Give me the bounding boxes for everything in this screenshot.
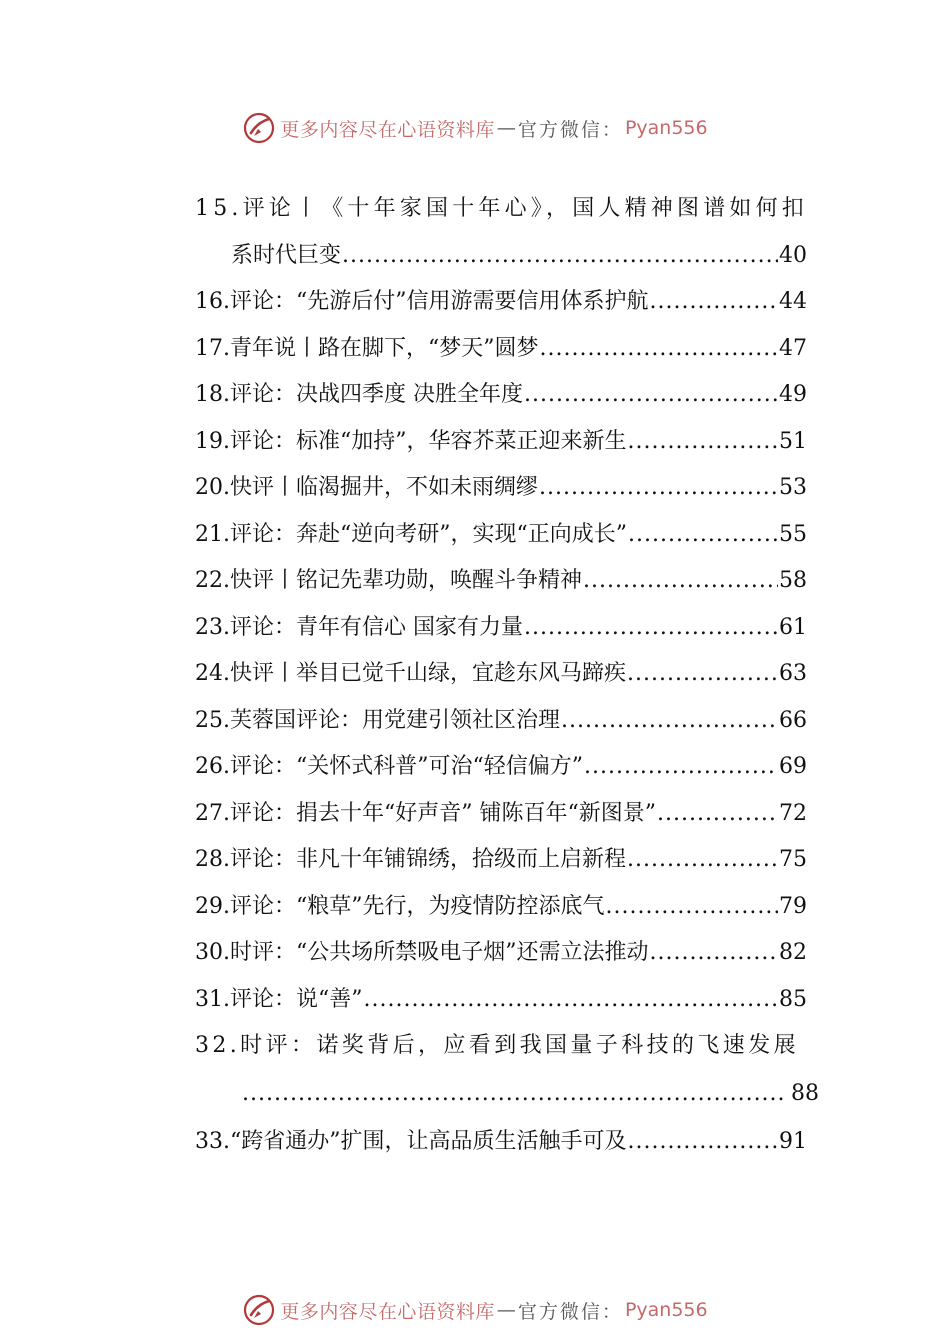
toc-leader-dots bbox=[584, 744, 778, 791]
toc-page-number: 79 bbox=[779, 893, 807, 919]
toc-page-number: 72 bbox=[779, 800, 807, 826]
toc-entry-title: 26.评论：“关怀式科普”可治“轻信偏方” bbox=[195, 754, 583, 779]
toc-page-number: 66 bbox=[779, 707, 807, 733]
toc-entry-title-cont: 系时代巨变 bbox=[231, 242, 342, 268]
toc-entry-title: 22.快评丨铭记先辈功勋，唤醒斗争精神 bbox=[195, 568, 582, 593]
banner-dash: — bbox=[496, 117, 516, 139]
toc-leader-dots bbox=[628, 512, 778, 559]
toc-entry-title: 16.评论：“先游后付”信用游需要信用体系护航 bbox=[195, 289, 649, 314]
toc-leader-dots bbox=[627, 1119, 778, 1166]
toc-entry-title: 21.评论：奔赴“逆向考研”，实现“正向成长” bbox=[195, 521, 627, 547]
toc-entry[interactable] bbox=[195, 884, 807, 931]
toc-page-number: 51 bbox=[779, 428, 807, 454]
toc-entry-title: 27.评论：捐去十年“好声音” 铺陈百年“新图景” bbox=[195, 800, 656, 826]
toc-entry-title: 20.快评丨临渴掘井，不如未雨绸缪 bbox=[195, 475, 538, 500]
toc-entry-title: 30.时评：“公共场所禁吸电子烟”还需立法推动 bbox=[195, 940, 649, 965]
banner-official: 官方微信： bbox=[517, 1300, 623, 1323]
toc-page-number: 69 bbox=[779, 754, 807, 779]
toc-entry[interactable] bbox=[195, 326, 807, 373]
toc-entry-title: 31.评论：说“善” bbox=[195, 986, 363, 1012]
toc-leader-dots bbox=[627, 837, 778, 884]
toc-entry-title: 15.评论丨《十年家国十年心》，国人精神图谱如何扣 bbox=[195, 196, 808, 221]
toc-page-number: 75 bbox=[779, 847, 807, 872]
toc-entry-title: 25.芙蓉国评论：用党建引领社区治理 bbox=[195, 707, 560, 733]
toc-page-number: 49 bbox=[779, 382, 807, 407]
toc-entry-title: 17.青年说丨路在脚下，“梦天”圆梦 bbox=[195, 335, 539, 361]
toc-entry[interactable] bbox=[195, 186, 807, 279]
toc-leader-dots bbox=[627, 651, 778, 698]
toc-leader-dots bbox=[342, 233, 778, 280]
toc-page-number: 58 bbox=[779, 568, 807, 593]
toc-leader-dots bbox=[649, 279, 778, 326]
toc-page-number: 53 bbox=[779, 475, 807, 500]
toc-leader-dots bbox=[363, 977, 778, 1024]
logo-icon bbox=[242, 111, 276, 145]
toc-entry[interactable] bbox=[195, 419, 807, 466]
toc-page-number: 63 bbox=[779, 661, 807, 686]
toc-entry[interactable] bbox=[195, 279, 807, 326]
toc-entry-title: 19.评论：标准“加持”，华容芥菜正迎来新生 bbox=[195, 428, 627, 454]
toc-entry-title: 29.评论：“粮草”先行，为疫情防控添底气 bbox=[195, 893, 605, 919]
toc-page-number: 85 bbox=[779, 986, 807, 1012]
banner-text: 更多内容尽在心语资料库 bbox=[280, 118, 495, 141]
toc-page-number: 91 bbox=[779, 1129, 807, 1154]
toc-leader-dots bbox=[605, 884, 778, 931]
toc-leader-dots bbox=[649, 930, 778, 977]
toc-entry[interactable] bbox=[195, 512, 807, 559]
toc-entry[interactable] bbox=[195, 1023, 819, 1119]
toc-entry-title: 33.“跨省通办”扩围，让高品质生活触手可及 bbox=[195, 1129, 627, 1154]
toc-entry[interactable] bbox=[195, 605, 807, 652]
toc-page-number: 44 bbox=[779, 289, 807, 314]
toc-entry-title: 28.评论：非凡十年铺锦绣，拾级而上启新程 bbox=[195, 847, 626, 872]
toc-leader-dots bbox=[627, 419, 778, 466]
toc-entry[interactable] bbox=[195, 744, 807, 791]
toc-entry[interactable] bbox=[195, 698, 807, 745]
toc-entry[interactable] bbox=[195, 837, 807, 884]
toc-entry[interactable] bbox=[195, 651, 807, 698]
toc-page-number: 61 bbox=[779, 614, 807, 640]
toc-entry[interactable] bbox=[195, 1119, 807, 1166]
toc-leader-dots bbox=[583, 558, 778, 605]
toc-leader-dots bbox=[657, 791, 778, 838]
toc-leader-dots bbox=[524, 372, 778, 419]
toc-entry[interactable] bbox=[195, 930, 807, 977]
toc-entry-title: 32.时评：诺奖背后，应看到我国量子科技的飞速发展 bbox=[195, 1033, 799, 1058]
toc-entry[interactable] bbox=[195, 977, 807, 1024]
toc-entry-title: 24.快评丨举目已觉千山绿，宜趁东风马蹄疾 bbox=[195, 661, 626, 686]
banner-official: 官方微信： bbox=[517, 118, 623, 141]
footer-banner bbox=[0, 1290, 950, 1330]
toc-page-number: 40 bbox=[779, 242, 807, 268]
toc-entry-title: 23.评论：青年有信心 国家有力量 bbox=[195, 614, 523, 640]
header-banner bbox=[0, 108, 950, 148]
logo-icon bbox=[242, 1293, 276, 1327]
toc-page-number: 82 bbox=[779, 940, 807, 965]
toc-leader-dots bbox=[524, 605, 778, 652]
banner-wechat-id: Pyan556 bbox=[624, 117, 708, 139]
toc-leader-dots bbox=[539, 326, 778, 373]
banner-dash: — bbox=[496, 1299, 516, 1321]
toc-entry[interactable] bbox=[195, 791, 807, 838]
toc-page-number: 55 bbox=[779, 521, 807, 547]
toc-entry[interactable] bbox=[195, 372, 807, 419]
banner-wechat-id: Pyan556 bbox=[624, 1299, 708, 1321]
toc-entry[interactable] bbox=[195, 558, 807, 605]
toc-page-number: 47 bbox=[779, 335, 807, 361]
toc-leader-dots bbox=[561, 698, 778, 745]
toc-leader-dots bbox=[539, 465, 778, 512]
table-of-contents bbox=[195, 186, 819, 1166]
toc-page-number: 88 bbox=[791, 1081, 819, 1106]
toc-entry[interactable] bbox=[195, 465, 807, 512]
toc-leader-dots bbox=[242, 1071, 784, 1118]
banner-text: 更多内容尽在心语资料库 bbox=[280, 1300, 495, 1323]
toc-entry-title: 18.评论：决战四季度 决胜全年度 bbox=[195, 382, 523, 407]
